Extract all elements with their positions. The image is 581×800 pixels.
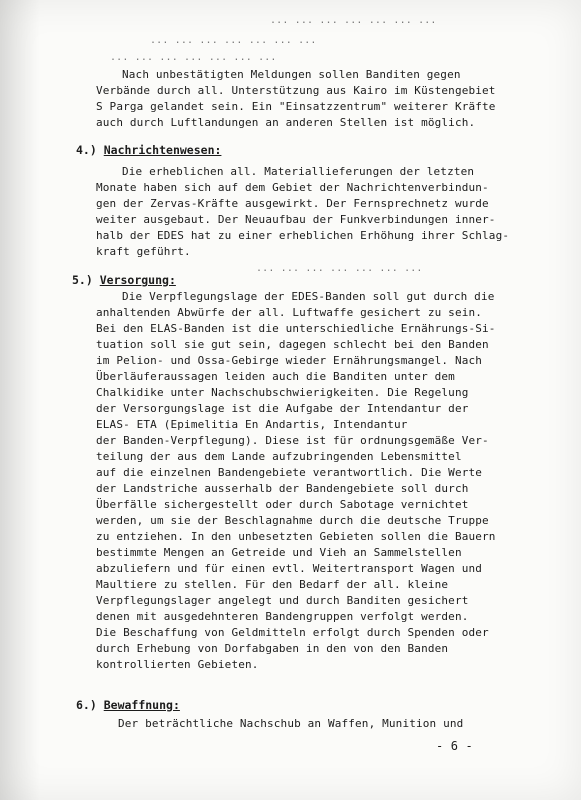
- section-line: im Pelion- und Ossa-Gebirge wieder Ernährungsmangel. Nach: [96, 354, 483, 367]
- section-line: denen mit ausgedehnteren Bandengruppen verfolgt werden.: [96, 610, 469, 623]
- section-line: Der beträchtliche Nachschub an Waffen, Munition und: [118, 717, 464, 730]
- intro-line: auch durch Luftlandungen an anderen Stellen ist möglich.: [96, 116, 476, 129]
- section-faint-note: ... ... ... ... ... ... ...: [256, 263, 423, 274]
- section-line: Die Verpflegungslage der EDES-Banden soll gut durch die: [122, 290, 495, 303]
- section-number: 4.): [76, 143, 97, 157]
- section-line: weiter ausgebaut. Der Neuaufbau der Funkverbindungen inner-: [96, 213, 496, 226]
- section-number: 6.): [76, 698, 97, 712]
- section-line: Maultiere zu stellen. Für den Bedarf der all. kleine: [96, 578, 449, 591]
- section-line: durch Erhebung von Dorfabgaben in den von den Banden: [96, 642, 449, 655]
- section-title: Nachrichtenwesen:: [103, 143, 222, 157]
- section-heading-versorgung: [72, 273, 176, 287]
- section-line: der Banden-Verpflegung). Diese ist für ordnungsgemäße Ver-: [96, 434, 489, 447]
- section-line: bestimmte Mengen an Getreide und Vieh an Sammelstellen: [96, 546, 462, 559]
- section-line: gen der Zervas-Kräfte ausgewirkt. Der Fernsprechnetz wurde: [96, 197, 489, 210]
- section-line: Die erheblichen all. Materiallieferungen der letzten: [122, 165, 475, 178]
- section-line: teilung der aus dem Lande aufzubringenden Lebensmittel: [96, 450, 462, 463]
- section-line: auf die einzelnen Bandengebiete verantwortlich. Die Werte: [96, 466, 483, 479]
- section-line: anhaltenden Abwürfe der all. Luftwaffe gesichert zu sein.: [96, 306, 483, 319]
- section-line: tuation soll sie gut sein, dagegen schlecht bei den Banden: [96, 338, 489, 351]
- section-line: Die Beschaffung von Geldmitteln erfolgt durch Spenden oder: [96, 626, 489, 639]
- section-line: Monate haben sich auf dem Gebiet der Nachrichtenverbindun-: [96, 181, 489, 194]
- scan-edge-shadow: [0, 0, 40, 800]
- section-line: der Landstriche ausserhalb der Bandengebiete soll durch: [96, 482, 469, 495]
- section-line: kraft geführt.: [96, 245, 191, 258]
- section-line: halb der EDES hat zu einer erheblichen Erhöhung ihrer Schlag-: [96, 229, 510, 242]
- section-line: Verpflegungslager angelegt und durch Banditen gesichert: [96, 594, 469, 607]
- section-line: Bei den ELAS-Banden ist die unterschiedliche Ernährungs-Si-: [96, 322, 496, 335]
- page-number: - 6 -: [436, 739, 473, 753]
- section-title: Versorgung:: [99, 273, 176, 287]
- section-line: abzuliefern und für einen evtl. Weitertransport Wagen und: [96, 562, 483, 575]
- section-title: Bewaffnung:: [103, 698, 180, 712]
- intro-faint-line-2: ... ... ... ... ... ... ...: [110, 52, 277, 63]
- section-line: werden, um sie der Beschlagnahme durch die deutsche Truppe: [96, 514, 489, 527]
- section-heading-bewaffnung: [76, 698, 180, 712]
- section-line: zu entziehen. In den unbesetzten Gebieten sollen die Bauern: [96, 530, 496, 543]
- section-number: 5.): [72, 273, 93, 287]
- section-line: Überfälle sichergestellt oder durch Sabotage vernichtet: [96, 498, 469, 511]
- section-heading-nachrichtenwesen: [76, 143, 221, 157]
- section-line: ELAS- ETA (Epimelitia En Andartis, Intendantur: [96, 418, 408, 431]
- section-line: Chalkidike unter Nachschubschwierigkeiten. Die Regelung: [96, 386, 469, 399]
- section-line: der Versorgungslage ist die Aufgabe der Intendantur der: [96, 402, 469, 415]
- intro-line: S Parga gelandet sein. Ein "Einsatzzentrum" weiterer Kräfte: [96, 100, 496, 113]
- section-line: Überläuferaussagen leiden auch die Banditen unter dem: [96, 370, 455, 383]
- section-line: kontrollierten Gebieten.: [96, 658, 259, 671]
- header-faint-text: ... ... ... ... ... ... ...: [270, 15, 437, 26]
- intro-line: Nach unbestätigten Meldungen sollen Banditen gegen: [122, 68, 461, 81]
- intro-line: Verbände durch all. Unterstützung aus Kairo im Küstengebiet: [96, 84, 496, 97]
- intro-faint-line-1: ... ... ... ... ... ... ...: [150, 35, 317, 46]
